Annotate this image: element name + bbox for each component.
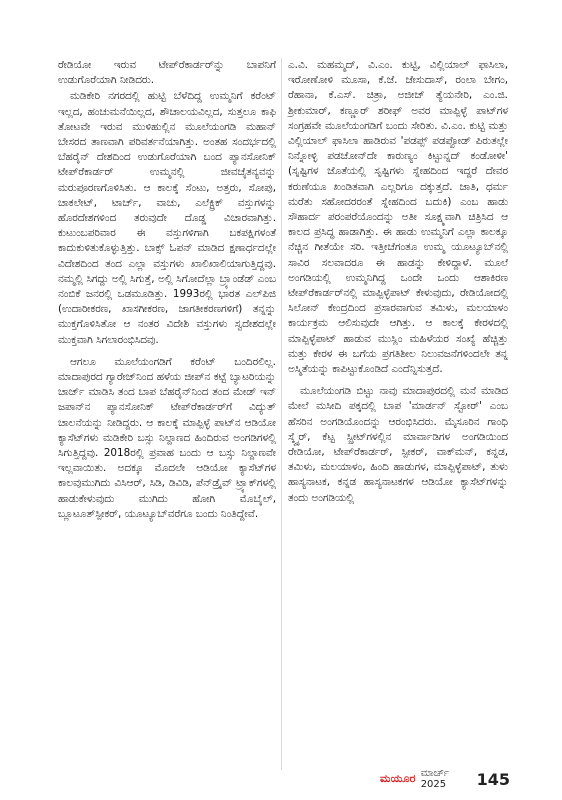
- paragraph: ಎ.ವಿ. ಮಹಮ್ಮದ್, ವಿ.ಎಂ. ಕುಟ್ಟಿ, ವಿಲ್ಲಿಯಾಲ್ ಫಾಸಿಲಾ, ಇರೋಣೋಳಿ ಮೂಸಾ, ಕೆ.ಜೆ. ಜೇಸುದಾಸ್, ರಂಲಾ ಬೇಗಂ, ರೆಹಾನಾ, ಕೆ.ಎಸ್. ಚಿತ್ರಾ, ಅಜೀಜ್ ತ್ಯೆಯನೇರಿ, ಎಂ.ಜಿ. ಶ್ರೀಕುಮಾರ್, ಕಣ್ಣೂರ್ ಶರೀಫ್ ಅವರ ಮಾಪ್ಪಿಳ್ಳೆ ಪಾಟ್‌ಗಳ ಸಂಗ್ರಹವೇ ಮೂಲೆಯಂಗಡಿಗೆ ಬಂದು ಸೇರಿತು. ವಿ.ಎಂ. ಕುಟ್ಟಿ ಮತ್ತು ವಿಲ್ಲಿಯಾಲ್ ಫಾಸಿಲಾ ಹಾಡಿರುವ 'ಪಡಪ್ಪ್ ಪಡಪ್ಪೋಡ್ ಪಿರುತಲ್ಲೇ ನಿನ್ನೋಳ್ಳಿ ಪಡಚೋನ್‌ದೇ ಕಾರುಣ್ಯಂ ಕಿಟ್ಟುನ್ನದ್ ಕಂಡೋಳೀ' (ಸೃಷ್ಟಿಗಳ ಜೊತೆಯಲ್ಲಿ ಸೃಷ್ಟಿಗಳು ಸ್ನೇಹದಿಂದ ಇದ್ದರೆ ದೇವರ ಕರುಣೆಯೂ ಖಂಡಿತವಾಗಿ ಎಲ್ಲರಿಗೂ ದಕ್ಕುತ್ತದೆ. ಜಾತಿ, ಧರ್ಮ ಮರೆತು ಸಹೋದರರಂತೆ ಸ್ನೇಹದಿಂದ ಬದುಕಿ) ಎಂಬ ಹಾಡು ಸೌಹಾರ್ದ ಪರಂಪರೆಯೊಂದನ್ನು ಅತೀ ಸೂಕ್ಷ್ಮವಾಗಿ ಚಿತ್ರಿಸಿದ ಆ ಕಾಲದ ಪ್ರಸಿದ್ಧ ಹಾಡಾಗಿತ್ತು. ಈ ಹಾಡು ಉಮ್ಮನಿಗೆ ಎಲ್ಲಾ ಕಾಲಕ್ಕೂ ನೆಚ್ಚಿನ ಗೀತೆಯೇ ಸರಿ. ಇತ್ತೀಚೆಗಂತೂ ಉಮ್ಮ ಯೂಟ್ಯೂಬ್‌ನಲ್ಲಿ ಸಾವಿರ ಸಲವಾದರೂ ಈ ಹಾಡನ್ನು ಕೇಳಿದ್ದಾಳೆ. ಮೂಲೆ ಅಂಗಡಿಯಲ್ಲಿ ಉಮ್ಮನಿಗಿದ್ದ ಒಂದೇ ಒಂದು ಆಶಾಕಿರಣ ಟೇಪ್‌ರೆಕಾರ್ಡರ್‌ನಲ್ಲಿ ಮಾಪ್ಪಿಳ್ಳೆಪಾಟ್ ಕೇಳುವುದು, ರೇಡಿಯೋದಲ್ಲಿ ಸಿಲೋನ್ ಕೇಂದ್ರದಿಂದ ಪ್ರಸಾರವಾಗುವ ತಮಿಳು, ಮಲಯಾಳಂ ಕಾರ್ಯಕ್ರಮ ಆಲಿಸುವುದೇ ಆಗಿತ್ತು. ಆ ಕಾಲಕ್ಕೆ ಕೇರಳದಲ್ಲಿ ಮಾಪ್ಪಿಳ್ಳೆಪಾಟ್ ಹಾಡುವ ಮುಸ್ಲಿಂ ಮಹಿಳೆಯರ ಸಂಖ್ಯೆ ಹೆಚ್ಚಿತ್ತು ಮತ್ತು ಕೇರಳ ಈ ಬಗೆಯ ಪ್ರಗತಿಶೀಲ ನಿಲುವಜನೆಗಳಿಂದಲೇ ತನ್ನ ಅಸ್ಮಿತೆಯನ್ನು ಕಾಪಿಟ್ಟುಕೊಂಡಿದೆ ಎಂದೆನ್ನಿಸುತ್ತದೆ.: [288, 59, 508, 376]
- page-footer: [380, 770, 510, 788]
- paragraph: ಮೂಲೆಯಂಗಡಿ ಬಿಟ್ಟು ನಾವು ಮಾದಾಪುರದಲ್ಲಿ ಮನೆ ಮಾಡಿದ ಮೇಲೆ ಮಸೀದಿ ಪಕ್ಕದಲ್ಲಿ ಬಾಪ 'ಮಾರ್ಡನ್ ಸ್ಟೋರ್' ಎಂಬ ಹೆಸರಿನ ಅಂಗಡಿಯೊಂದನ್ನು ಆರಂಭಿಸಿದರು. ಮೈಸೂರಿನ ಗಾಂಧಿ ಸ್ಕ್ವೈರ್, ಕೆಟ್ಟ ಸ್ಪ್ರೀಟ್‌ಗಳಲ್ಲಿನ ಮಾರ್ವಾಡಿಗಳ ಅಂಗಡಿಯಿಂದ ರೇಡಿಯೋ, ಟೇಪ್‌ರೆಕಾರ್ಡರ್, ಸ್ಪೀಕರ್, ವಾಕ್‌ಮನ್, ಕನ್ನಡ, ತಮಿಳು, ಮಲಯಾಳಂ, ಹಿಂದಿ ಹಾಡುಗಳ, ಮಾಪ್ಪಿಳ್ಳೆಪಾಟ್, ತುಳು ಹಾಸ್ಯನಾಟಕ, ಕನ್ನಡ ಹಾಸ್ಯನಾಟಕಗಳ ಆಡಿಯೋ ಕ್ಯಾಸೆಟ್‌ಗಳನ್ನು ತಂದು ಅಂಗಡಿಯಲ್ಲಿ: [288, 385, 508, 504]
- column-divider: [281, 58, 282, 770]
- page-number: 145: [476, 769, 510, 789]
- issue-date: ಮಾರ್ಚ್ 2025: [420, 768, 449, 790]
- paragraph: ರೇಡಿಯೋ ಇರುವ ಟೇಪ್‌ರೆಕಾರ್ಡರ್‌ನ್ನು ಬಾಪನಿಗೆ ಉಡುಗೊರೆಯಾಗಿ ನೀಡಿದರು.: [58, 59, 276, 87]
- paragraph: ಮಡಿಕೇರಿ ನಗರದಲ್ಲಿ ಹುಟ್ಟಿ ಬೆಳೆದಿದ್ದ ಉಮ್ಮನಿಗೆ ಕರೆಂಟ್ ಇಲ್ಲದ, ಹಂಚುಮನೆಯಿಲ್ಲದ, ಶೌಚಾಲಯವಿಲ್ಲದ, ಸುತ್ತಲೂ ಕಾಫಿ ತೋಟವೇ ಇರುವ ಮುಳಿಹುಲ್ಲಿನ ಮೂಲೆಯಂಗಡಿ ಮಹಾನ್ ಬೇಸರದ ತಾಣವಾಗಿ ಪರಿವರ್ತನೆಯಾಗಿತ್ತು. ಅಂತಹ ಸಂದರ್ಭದಲ್ಲಿ ಬೆಹರೈನ್ ದೇಶದಿಂದ ಉಡುಗೊರೆಯಾಗಿ ಬಂದ ಪ್ಯಾನಸೋನಿಕ್ ಟೇಪ್‌ರೆಕಾರ್ಡರ್ ಉಮ್ಮನಲ್ಲಿ ಜೀವಚೈತನ್ಯವನ್ನು ಮರುಪೂರಣಗೊಳಿಸಿತು. ಆ ಕಾಲಕ್ಕೆ ಸೆಂಟು, ಅತ್ತರು, ಸೋಪು, ಚಾಕಲೇಟ್, ಟಾರ್ಚ್, ವಾಚು, ಎಲೆಕ್ಟ್ರಿಕ್ ವಸ್ತುಗಳನ್ನು ಹೊರದೇಶಗಳಿಂದ ತರುವುದೇ ದೊಡ್ಡ ವಿಚಾರವಾಗಿತ್ತು. ಕುಟುಂಬಪರಿವಾರ ಈ ವಸ್ತುಗಳಿಗಾಗಿ ಬಕಪಕ್ಷಿಗಳಂತೆ ಕಾದುಕುಳಿತುಕೊಳ್ಳುತ್ತಿತ್ತು. ಬಾಕ್ಸ್ ಓಪನ್ ಮಾಡಿದ ಕ್ಷಣಾರ್ಧದಲ್ಲೇ ವಿದೇಶದಿಂದ ತಂದ ಎಲ್ಲಾ ವಸ್ತುಗಳು ಖಾಲಿಖಾಲಿಯಾಗುತ್ತಿದ್ದವು. ನಮ್ಮಲ್ಲಿ ಸಿಗದ್ದು ಅಲ್ಲಿ ಸಿಗುತ್ತೆ, ಅಲ್ಲಿ ಸಿಗೋದೆಲ್ಲಾ ಬ್ರ್ಯಾಂಡೆಡ್ ಎಂಬ ನಂಬಿಕೆ ಜನರಲ್ಲಿ ಒಡಮೂಡಿತ್ತು. 1993ರಲ್ಲಿ ಭಾರತ ಎಲ್‌ಪಿಜಿ (ಉದಾರೀಕರಣ, ಖಾಸಗೀಕರಣ, ಜಾಗತೀಕರಣಗಳಿಗೆ) ತನ್ನನ್ನು ಮುಕ್ತಗೊಳಿಸಿತೋ ಆ ನಂತರ ವಿದೇಶಿ ವಸ್ತುಗಳು ಸ್ವದೇಶದಲ್ಲೇ ಮುಕ್ತವಾಗಿ ಸಿಗಲಾರಂಭಿಸಿದವು.: [58, 90, 276, 346]
- paragraph: ಆಗಲೂ ಮೂಲೆಯಂಗಡಿಗೆ ಕರೆಂಟ್ ಬಂದಿರಲಿಲ್ಲ. ಮಾದಾಪುರದ ಗ್ಯಾರೇಜ್‌ನಿಂದ ಹಳೆಯ ಜೀಪ್‌ನ ಕಟ್ಟೆ ಬ್ಯಾಟರಿಯನ್ನು ಚಾರ್ಜ್ ಮಾಡಿಸಿ ತಂದ ಬಾಪ ಬೆಹರೈನ್‌ನಿಂದ ತಂದ ಮೇಡ್ ಇನ್ ಜಪಾನ್‌ನ ಪ್ಯಾನಸೋನಿಕ್ ಟೇಪ್‌ರೆಕಾರ್ಡರ್‌ಗೆ ವಿದ್ಯುತ್ ಚಾಲನೆಯನ್ನು ನೀಡಿದ್ದರು. ಆ ಕಾಲಕ್ಕೆ ಮಾಪ್ಪಿಳ್ಳೆ ಪಾಟ್‌ನ ಆಡಿಯೋ ಕ್ಯಾಸೆಟ್‌ಗಳು ಮಡಿಕೇರಿ ಬಸ್ಸು ನಿಲ್ದಾಣದ ಹಿಂದಿರುವ ಅಂಗಡಿಗಳಲ್ಲಿ ಸಿಗುತ್ತಿದ್ದವು. 2018ರಲ್ಲಿ ಪ್ರವಾಹ ಬಂದು ಆ ಬಸ್ಸು ನಿಲ್ದಾಣವೇ ಇಲ್ಲವಾಯಿತು. ಅದಕ್ಕೂ ಮೊದಲೇ ಆಡಿಯೋ ಕ್ಯಾಸೆಟ್‌ಗಳ ಕಾಲವುಮುಗಿದು ವಿಸಿಆರ್, ಸಿಡಿ, ಡಿವಿಡಿ, ಪೆನ್‌ಡ್ರೈವ್ ಟ್ರ್ಯಾಕ್‌ಗಳಲ್ಲಿ ಹಾಡುಕೇಳುವುದು ಮುಗಿದು ಹೋಗಿ ಮೊಬೈಲ್, ಬ್ಲೂಟೂತ್‌ಸ್ಪೀಕರ್, ಯೂಟ್ಯೂಬ್‌ವರೆಗೂ ಬಂದು ನಿಂತಿದ್ದೇವೆ.: [58, 355, 276, 520]
- left-column: [58, 58, 276, 522]
- magazine-logo: ಮಯೂರ: [380, 772, 416, 785]
- right-column: [288, 58, 508, 506]
